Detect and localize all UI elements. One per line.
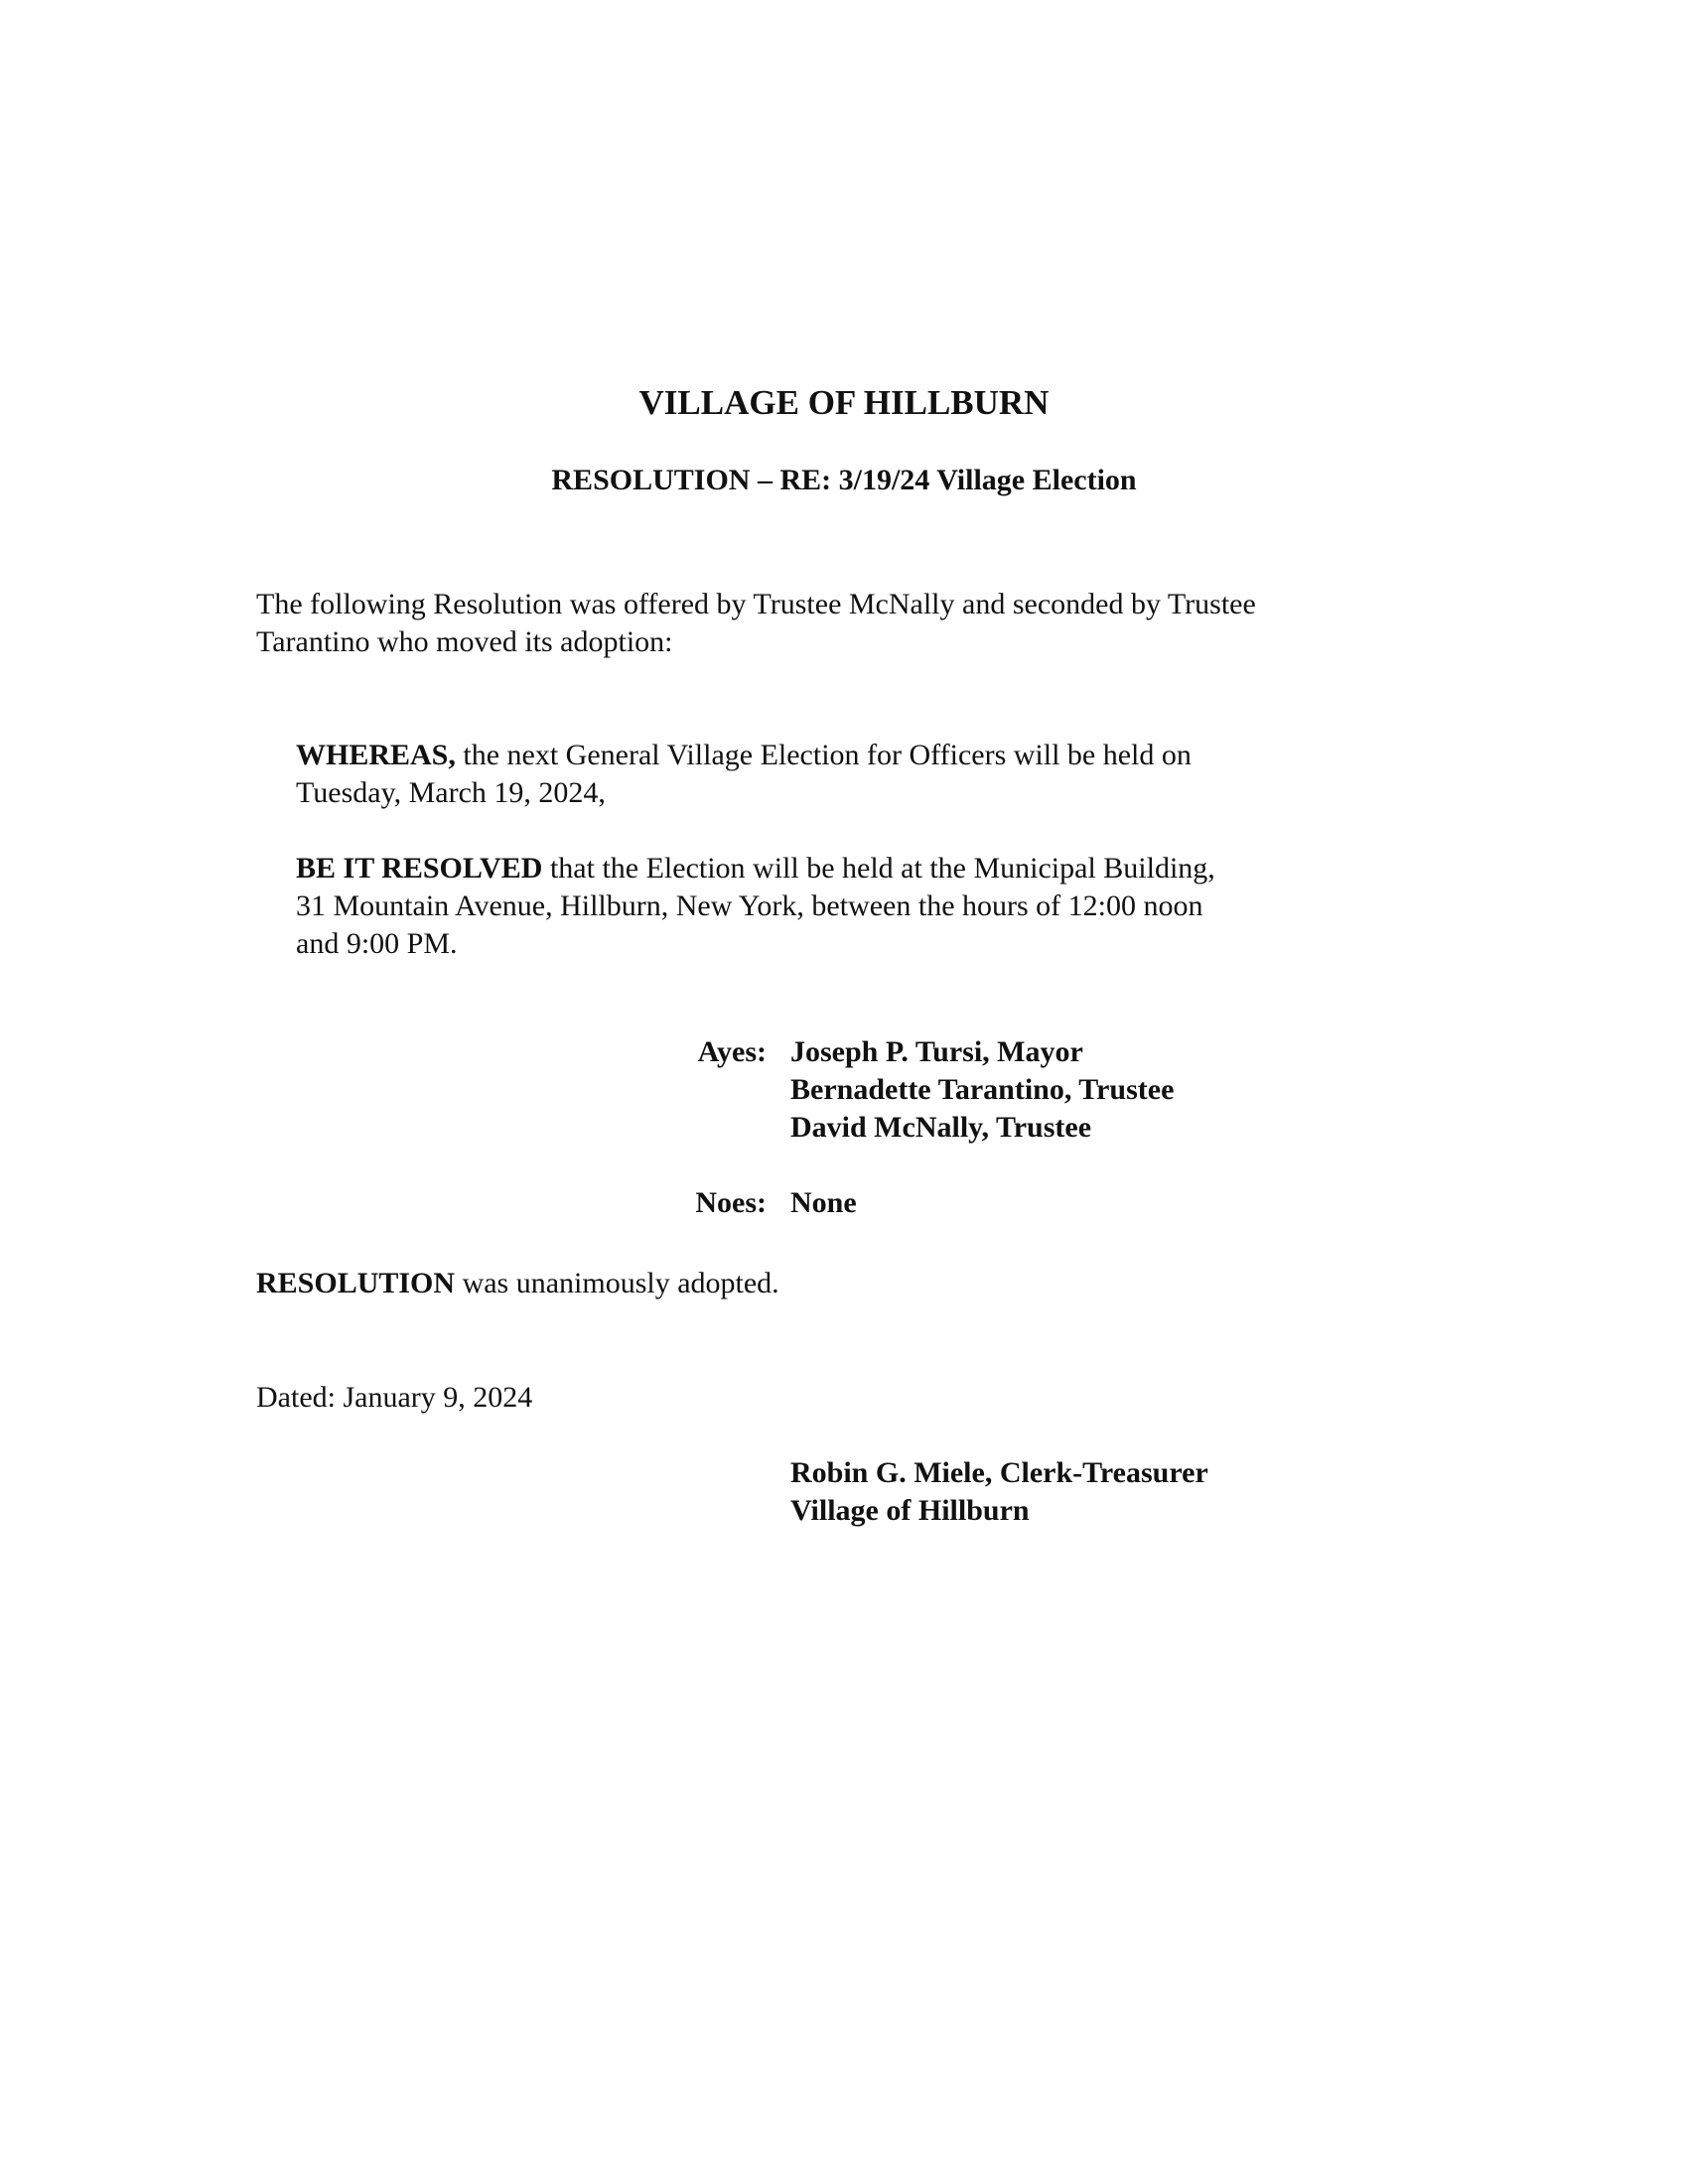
- adoption-text: was unanimously adopted.: [455, 1267, 779, 1299]
- signature-block: [790, 1454, 1208, 1530]
- intro-line: Tarantino who moved its adoption:: [256, 625, 673, 658]
- ayes-member: David McNally, Trustee: [790, 1111, 1092, 1144]
- adoption-statement: [256, 1265, 779, 1302]
- resolved-line: and 9:00 PM.: [296, 927, 458, 960]
- adoption-lead: RESOLUTION: [256, 1267, 456, 1299]
- document-title: VILLAGE OF HILLBURN: [638, 383, 1050, 422]
- whereas-line: [296, 737, 1348, 774]
- noes-value: None: [790, 1186, 857, 1219]
- signatory-org: Village of Hillburn: [790, 1494, 1030, 1527]
- whereas-line: Tuesday, March 19, 2024,: [296, 776, 606, 809]
- resolved-line: [296, 850, 1348, 887]
- resolved-line: 31 Mountain Avenue, Hillburn, New York, between the hours of 12:00 noon: [296, 889, 1203, 922]
- dated-line: Dated: January 9, 2024: [256, 1381, 533, 1414]
- ayes-member: Joseph P. Tursi, Mayor: [790, 1035, 1083, 1068]
- whereas-lead: WHEREAS,: [296, 739, 456, 771]
- whereas-text: the next General Village Election for Officers will be held on: [455, 739, 1192, 771]
- whereas-paragraph: [296, 737, 1348, 812]
- resolved-lead: BE IT RESOLVED: [296, 852, 543, 885]
- ayes-label: Ayes:: [697, 1035, 767, 1068]
- resolved-text: that the Election will be held at the Municipal Building,: [542, 852, 1215, 885]
- signatory-name: Robin G. Miele, Clerk-Treasurer: [790, 1456, 1208, 1489]
- intro-paragraph: [256, 586, 1388, 661]
- intro-line: The following Resolution was offered by Trustee McNally and seconded by Trustee: [256, 588, 1256, 620]
- noes-label: Noes:: [695, 1186, 767, 1219]
- resolution-subtitle: RESOLUTION – RE: 3/19/24 Village Election: [551, 464, 1137, 496]
- resolved-paragraph: [296, 850, 1348, 963]
- ayes-member: Bernadette Tarantino, Trustee: [790, 1073, 1175, 1106]
